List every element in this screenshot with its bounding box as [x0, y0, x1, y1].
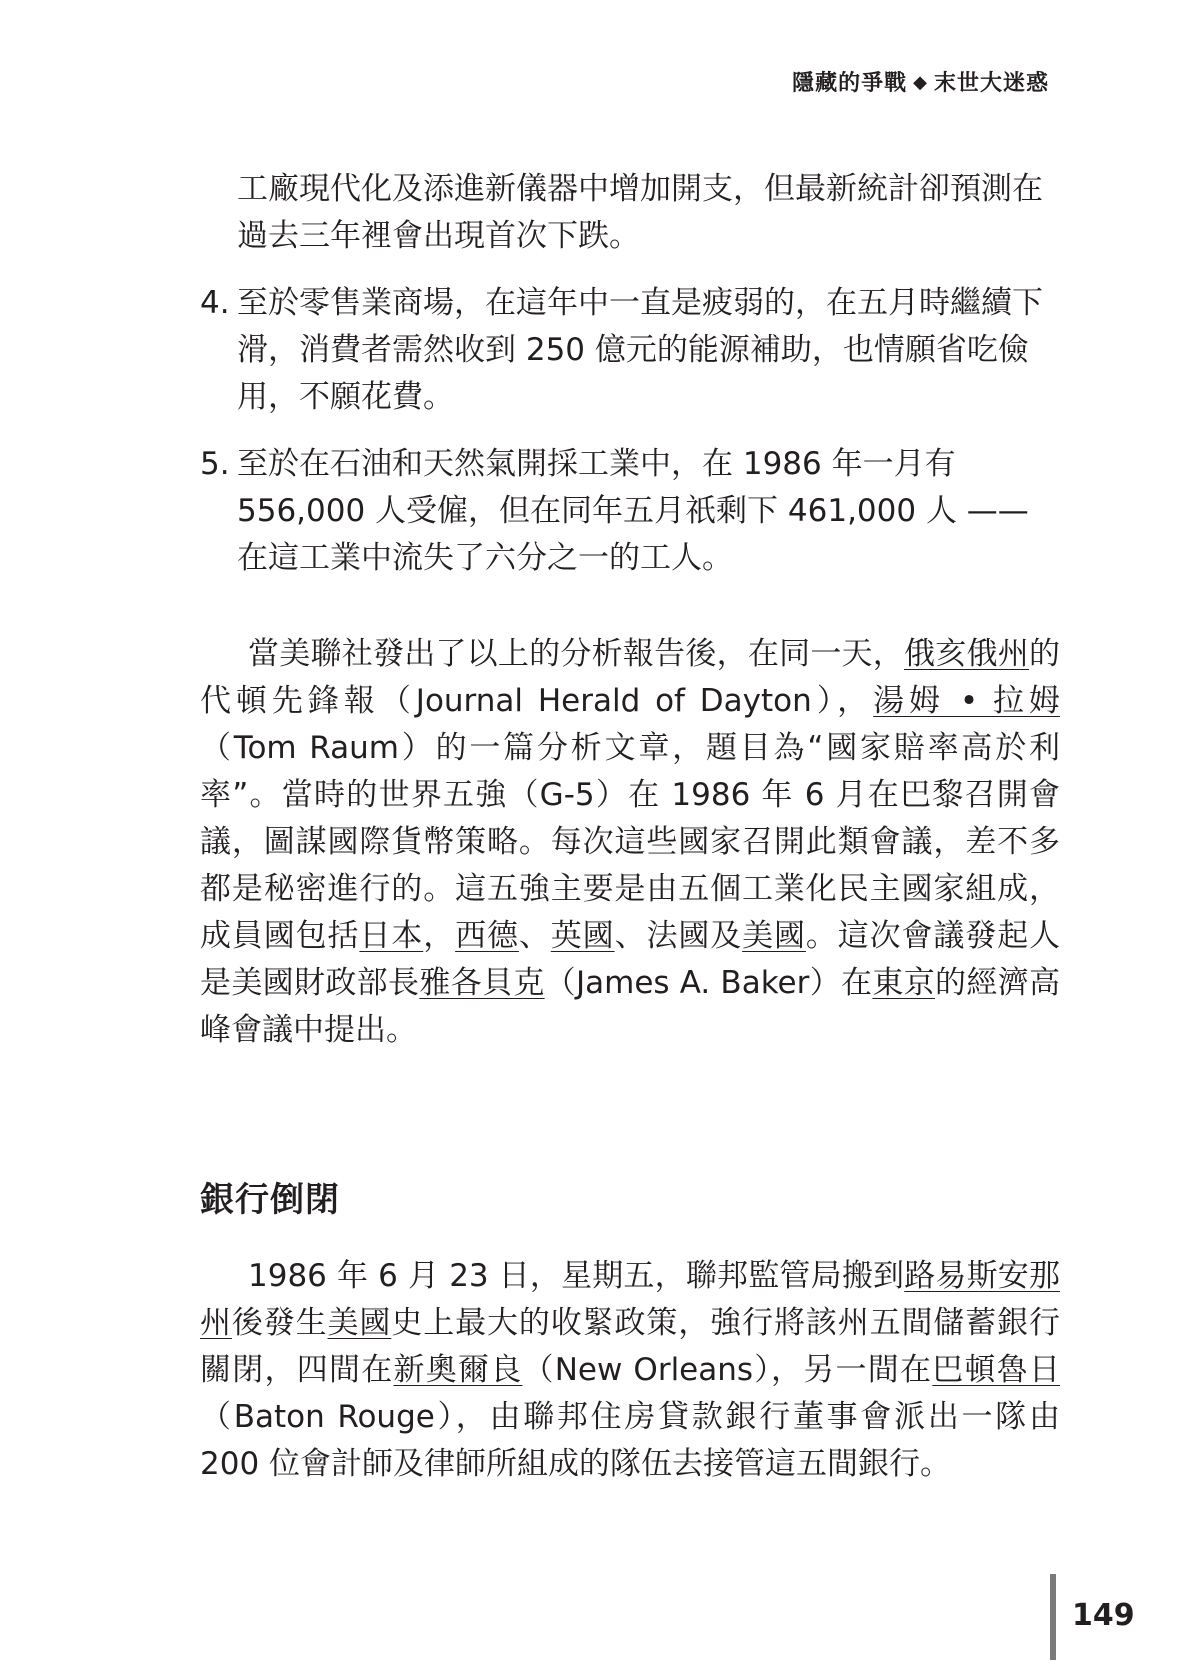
underlined-person-name: 雅各貝克: [419, 965, 545, 1001]
text-run: 、法國及: [614, 918, 743, 954]
underlined-person-name: 湯姆 • 拉姆: [873, 683, 1060, 719]
underlined-place-name: 美國: [327, 1305, 392, 1341]
section-heading: 銀行倒閉: [200, 1180, 340, 1220]
text-run: 1986 年 6 月 23 日，星期五，聯邦監管局搬到: [248, 1258, 905, 1294]
text-run: 的經濟高峰會議中提出。: [200, 965, 1061, 1048]
underlined-place-name: 美國: [742, 918, 806, 954]
underlined-place-name: 西德: [455, 918, 519, 954]
underlined-place-name: 俄亥俄州: [904, 636, 1030, 672]
text-run: ，: [423, 918, 456, 954]
text-run: （Tom Raum）的一篇分析文章，題目為“國家賠率高於利率”。當時的世界五強（G-5）在 1986 年 6 月在巴黎召開會議，圖謀國際貨幣策略。每次這些國家召開此類會議，差不多都是秘密進行的。這五強主要是由五個工業化民主國家組成，成員國包括: [200, 730, 1060, 954]
list-text: 至於零售業商場，在這年中一直是疲弱的，在五月時繼續下滑，消費者需然收到 250 億元的能源補助，也情願省吃儉用，不願花費。: [237, 285, 1043, 415]
page-number-bar: [1050, 1574, 1056, 1660]
running-header: [792, 66, 1049, 97]
list-item: [200, 280, 1060, 421]
underlined-place-name: 日本: [359, 918, 424, 954]
underlined-place-name: 東京: [872, 965, 936, 1001]
underlined-place-name: 巴頓魯日: [932, 1352, 1061, 1388]
text-run: 當美聯社發出了以上的分析報告後，在同一天，: [248, 636, 905, 672]
chapter-title: 末世大迷惑: [933, 71, 1049, 96]
text-run: （New Orleans），另一間在: [522, 1352, 933, 1388]
list-number: 5.: [200, 446, 230, 482]
underlined-place-name: 路易斯安那州: [200, 1258, 1060, 1341]
list-continuation: 工廠現代化及添進新儀器中增加開支，但最新統計卻預測在過去三年裡會出現首次下跌。: [237, 171, 1043, 254]
list-number: 4.: [200, 285, 230, 321]
text-run: 史上最大的收緊政策，強行將該州五間儲蓄銀行關閉，四間在: [200, 1305, 1061, 1388]
page-number: 149: [1072, 1598, 1135, 1633]
diamond-separator-icon: ◆: [913, 72, 928, 93]
text-run: （James A. Baker）在: [544, 965, 873, 1001]
text-run: （Baton Rouge），由聯邦住房貸款銀行董事會派出一隊由 200 位會計師及律師所組成的隊伍去接管這五間銀行。: [200, 1399, 1060, 1482]
list-text: 至於在石油和天然氣開採工業中，在 1986 年一月有 556,000 人受僱，但在同年五月祇剩下 461,000 人 —— 在這工業中流失了六分之一的工人。: [237, 446, 1029, 576]
text-run: 後發生: [231, 1305, 328, 1341]
text-run: 的代頓先鋒報（Journal Herald of Dayton），: [200, 636, 1061, 719]
book-title: 隱藏的爭戰: [792, 71, 908, 96]
text-run: 。這次會議發起人是美國財政部長: [200, 918, 1061, 1001]
list-item: [200, 441, 1060, 582]
underlined-place-name: 新奧爾良: [393, 1352, 523, 1388]
paragraph-g5-meeting: [200, 631, 1060, 1054]
underlined-place-name: 英國: [550, 918, 615, 954]
text-run: 、: [518, 918, 551, 954]
paragraph-bank-closures: [200, 1253, 1060, 1488]
